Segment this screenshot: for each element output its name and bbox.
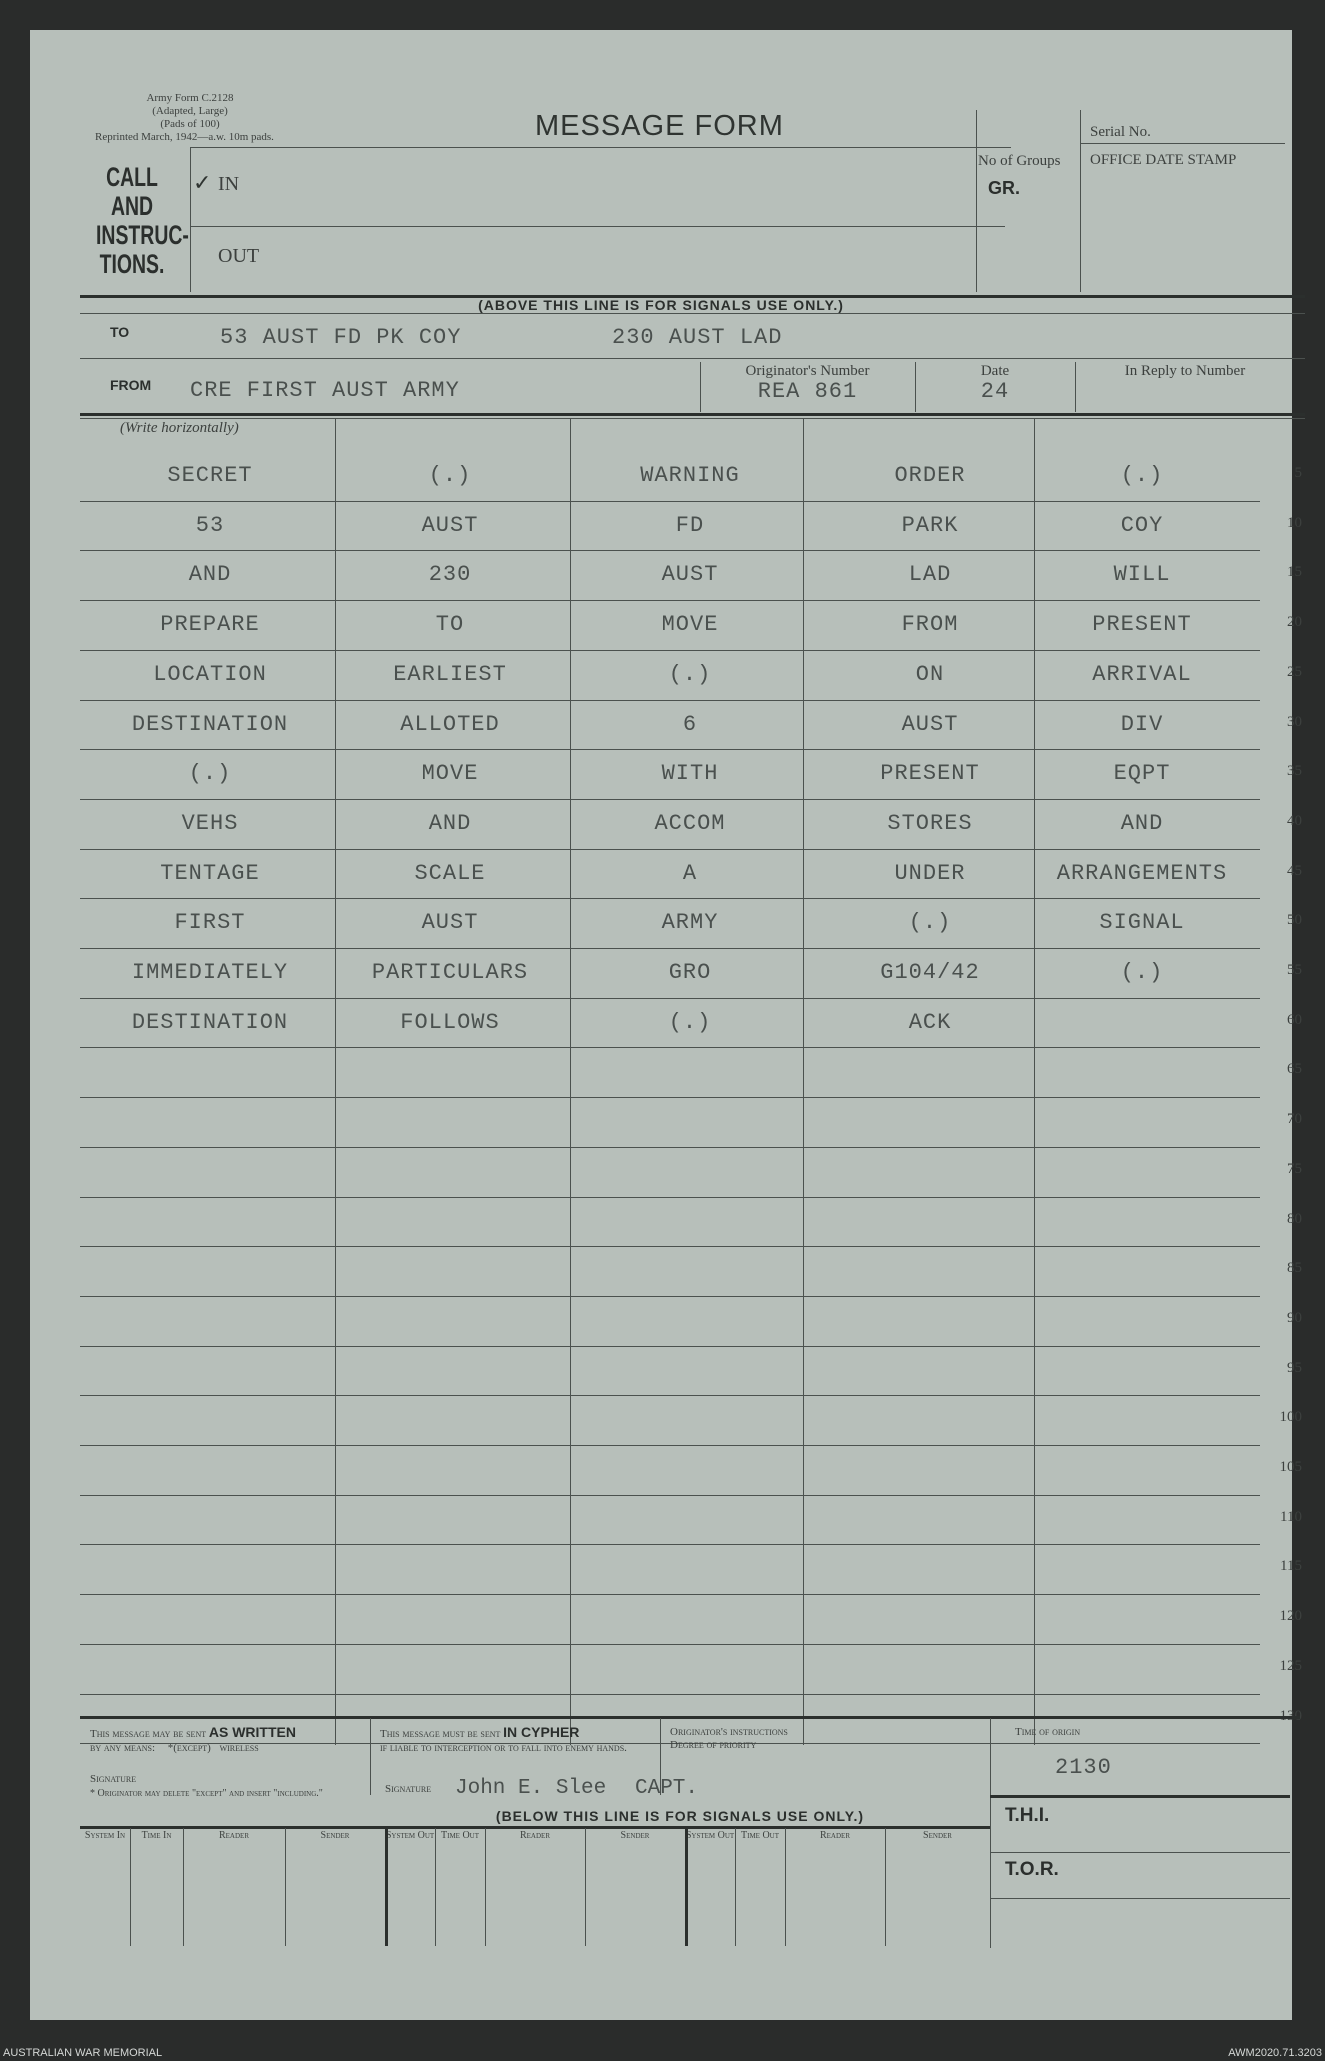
message-word: SCALE	[414, 860, 486, 886]
message-word: (.)	[428, 463, 472, 488]
message-word: ORDER	[894, 463, 966, 488]
message-word: DESTINATION	[131, 711, 289, 737]
wireless-text: wireless	[219, 1742, 259, 1754]
caption-left: AUSTRALIAN WAR MEMORIAL	[3, 2047, 163, 2059]
message-word: A	[682, 860, 698, 886]
signals-log-header: Reader	[519, 1830, 550, 1841]
message-grid	[30, 30, 1302, 2020]
signals-log-divider	[285, 1828, 286, 1946]
line-number: 120	[1279, 1608, 1302, 1625]
signals-log-divider	[435, 1828, 436, 1946]
any-means-text: by any means:	[90, 1742, 156, 1754]
line-number: 110	[1280, 1508, 1302, 1525]
line-number: 100	[1279, 1409, 1302, 1426]
message-word: (.)	[1120, 960, 1164, 985]
signals-log-divider	[685, 1828, 688, 1946]
pads-note: (Pads of 100)	[160, 118, 220, 130]
line-number: 15	[1287, 564, 1302, 581]
signature-rank: CAPT.	[635, 1777, 699, 1800]
grid-row-line	[80, 1694, 1260, 1695]
message-word: ARRANGEMENTS	[1056, 860, 1228, 886]
signals-log-divider	[885, 1828, 886, 1946]
call-instructions-label: CALL AND INSTRUC- TIONS.	[96, 162, 189, 279]
in-label: IN	[218, 173, 240, 195]
signals-below-note: (BELOW THIS LINE IS FOR SIGNALS USE ONLY.)	[495, 1808, 865, 1824]
date-value: 24	[980, 379, 1010, 404]
message-word: G104/42	[880, 960, 980, 985]
message-word: EQPT	[1113, 761, 1171, 787]
signals-log-header: Sender	[320, 1830, 350, 1841]
signals-log-header: System Out	[385, 1830, 435, 1841]
message-word: AUST	[901, 711, 959, 737]
line-number: 125	[1279, 1657, 1302, 1674]
grid-row-line	[80, 898, 1260, 899]
message-word: AND	[1120, 810, 1164, 836]
message-word: (.)	[668, 1009, 712, 1035]
as-written-block	[90, 1725, 370, 1755]
grid-row-line	[80, 1644, 1260, 1645]
line-number: 115	[1280, 1558, 1302, 1575]
message-word: ACCOM	[654, 810, 726, 836]
signals-log-divider	[385, 1828, 388, 1946]
serial-label: Serial No.	[1090, 124, 1151, 140]
grid-row-line	[80, 1197, 1260, 1198]
message-word: (.)	[908, 910, 952, 936]
message-word: (.)	[668, 661, 712, 687]
message-word: PRESENT	[880, 761, 980, 787]
line-number: 130	[1279, 1707, 1302, 1724]
message-word: LAD	[908, 562, 952, 588]
message-word: FROM	[901, 612, 959, 638]
signals-log-divider	[485, 1828, 486, 1946]
line-number: 20	[1287, 614, 1302, 631]
line-number: 25	[1287, 663, 1302, 680]
signals-log-divider	[785, 1828, 786, 1946]
grid-row-line	[80, 1495, 1260, 1496]
signals-log-divider	[735, 1828, 736, 1946]
signature-name: John E. Slee	[455, 1777, 607, 1800]
message-word: EARLIEST	[393, 661, 507, 687]
except-text: *(except)	[167, 1742, 211, 1754]
line-number: 95	[1287, 1359, 1302, 1376]
tor-label: T.O.R.	[1005, 1859, 1059, 1880]
page-title: MESSAGE FORM	[535, 110, 784, 142]
originator-number: REA 861	[757, 379, 858, 404]
message-word: AND	[188, 562, 232, 588]
time-of-origin-label: Time of origin	[1015, 1726, 1081, 1738]
line-number: 40	[1287, 812, 1302, 829]
originator-number-label: Originator's Number	[745, 363, 870, 379]
grid-row-line	[80, 1594, 1260, 1595]
grid-row-line	[80, 1097, 1260, 1098]
message-word: AUST	[421, 512, 479, 538]
adapted-note: (Adapted, Large)	[152, 105, 228, 117]
line-number: 5	[1294, 465, 1302, 481]
grid-row-line	[80, 799, 1260, 800]
grid-row-line	[80, 1047, 1260, 1048]
message-word: LOCATION	[153, 661, 267, 687]
to-recipient-2: 230 AUST LAD	[612, 325, 783, 350]
message-word: MOVE	[661, 612, 719, 638]
line-number: 65	[1287, 1061, 1302, 1078]
signals-log-header: Reader	[218, 1830, 249, 1841]
grid-row-line	[80, 1296, 1260, 1297]
message-word: TO	[435, 612, 465, 638]
originator-note: * Originator may delete "except" and insert "including."	[90, 1788, 323, 1799]
groups-label: No of Groups	[978, 153, 1061, 169]
message-word: COY	[1120, 512, 1164, 538]
message-word: (.)	[188, 761, 232, 787]
message-word: DIV	[1120, 711, 1164, 737]
line-number: 85	[1287, 1260, 1302, 1277]
signals-log-header: Sender	[923, 1830, 952, 1841]
message-word: ACK	[908, 1009, 952, 1035]
line-number: 35	[1287, 763, 1302, 780]
signals-log-divider	[183, 1828, 184, 1946]
out-label: OUT	[218, 245, 260, 267]
message-word: PRESENT	[1092, 612, 1192, 638]
line-number: 90	[1287, 1309, 1302, 1326]
message-word: UNDER	[894, 860, 966, 886]
from-label: FROM	[110, 377, 152, 393]
signals-log-divider	[585, 1828, 586, 1946]
in-cypher-bold: IN CYPHER	[503, 1724, 580, 1740]
signature-label-2: Signature	[385, 1783, 432, 1795]
message-word: VEHS	[181, 810, 239, 836]
signals-log-header: Sender	[620, 1830, 650, 1841]
line-number: 45	[1287, 862, 1302, 879]
line-number: 10	[1287, 514, 1302, 531]
line-number: 55	[1287, 962, 1302, 978]
as-written-text: This message may be sent	[90, 1728, 207, 1740]
grid-row-line	[80, 501, 1260, 502]
signals-log-divider	[130, 1828, 131, 1946]
message-word: WILL	[1113, 562, 1171, 588]
message-word: ALLOTED	[400, 711, 500, 737]
message-word: AND	[428, 810, 472, 836]
message-word: 230	[428, 562, 472, 588]
time-of-origin: 2130	[1055, 1755, 1112, 1780]
message-word: IMMEDIATELY	[131, 960, 289, 985]
grid-row-line	[80, 749, 1260, 750]
reprinted-note: Reprinted March, 1942—a.w. 10m pads.	[95, 131, 274, 143]
grid-row-line	[80, 998, 1260, 999]
message-word: WITH	[661, 761, 719, 787]
signals-log-header: Time Out	[441, 1830, 479, 1841]
message-word: ARRIVAL	[1092, 661, 1192, 687]
signals-log-header: System In	[84, 1830, 126, 1841]
to-recipient-1: 53 AUST FD PK COY	[220, 325, 462, 350]
message-word: FD	[675, 512, 705, 538]
message-word: 6	[682, 711, 698, 737]
grid-row-line	[80, 1246, 1260, 1247]
in-cypher-text: This message must be sent	[380, 1728, 501, 1740]
interception-text: if liable to interception or to fall into enemy hands.	[380, 1742, 627, 1754]
message-word: ON	[915, 661, 945, 687]
message-word: (.)	[1120, 463, 1164, 488]
signals-log-header: Time In	[141, 1830, 172, 1841]
message-word: FIRST	[174, 910, 246, 936]
message-word: FOLLOWS	[400, 1009, 500, 1035]
army-form-number: Army Form C.2128	[146, 92, 234, 104]
line-number: 75	[1287, 1160, 1302, 1177]
signals-log-header: Reader	[819, 1830, 850, 1841]
message-word: PREPARE	[160, 612, 260, 638]
line-number: 30	[1287, 713, 1302, 730]
message-word: SECRET	[167, 463, 253, 488]
grid-row-line	[80, 1544, 1260, 1545]
message-word: WARNING	[640, 463, 740, 488]
as-written-bold: AS WRITTEN	[208, 1724, 296, 1740]
to-label: TO	[110, 324, 130, 340]
in-cypher-block	[380, 1725, 655, 1755]
grid-row-line	[80, 1395, 1260, 1396]
line-number: 80	[1287, 1210, 1302, 1227]
write-horizontally-note: (Write horizontally)	[120, 420, 239, 436]
gr-label: GR.	[988, 178, 1021, 198]
message-word: MOVE	[421, 761, 479, 787]
message-word: AUST	[421, 910, 479, 936]
message-word: PARK	[901, 512, 959, 538]
line-number: 105	[1279, 1459, 1302, 1475]
grid-row-line	[80, 1445, 1260, 1446]
thi-label: T.H.I.	[1005, 1805, 1050, 1826]
message-form-sheet	[30, 30, 1302, 2020]
message-word: STORES	[887, 810, 973, 836]
signals-above-note: (ABOVE THIS LINE IS FOR SIGNALS USE ONLY.)	[478, 297, 844, 313]
line-number: 50	[1287, 912, 1302, 929]
grid-row-line	[80, 1346, 1260, 1347]
from-sender: CRE FIRST AUST ARMY	[190, 378, 460, 403]
message-word: TENTAGE	[160, 860, 260, 886]
message-word: 53	[195, 512, 225, 538]
grid-row-line	[80, 550, 1260, 551]
date-stamp-label: OFFICE DATE STAMP	[1090, 152, 1237, 168]
grid-row-line	[80, 700, 1260, 701]
message-word: DESTINATION	[131, 1009, 289, 1035]
grid-row-line	[80, 600, 1260, 601]
priority-label: Degree of priority	[670, 1739, 757, 1751]
caption-right: AWM2020.71.3203	[1228, 2047, 1322, 2059]
message-word: SIGNAL	[1099, 910, 1185, 936]
signals-log-header: Time Out	[741, 1830, 779, 1841]
grid-row-line	[80, 650, 1260, 651]
line-number: 60	[1287, 1011, 1302, 1028]
message-word: PARTICULARS	[371, 960, 529, 985]
date-label: Date	[980, 363, 1010, 379]
message-word: ARMY	[661, 910, 719, 936]
originator-instructions-label: Originator's instructions	[670, 1726, 788, 1738]
message-word: AUST	[661, 562, 719, 588]
reply-number-label: In Reply to Number	[1124, 363, 1246, 379]
grid-row-line	[80, 1147, 1260, 1148]
grid-row-line	[80, 948, 1260, 949]
check-mark: ✓	[193, 170, 212, 195]
grid-row-line	[80, 849, 1260, 850]
signals-log-header: System Out	[685, 1830, 735, 1841]
message-word: GRO	[668, 960, 712, 985]
signature-label-1: Signature	[90, 1773, 137, 1785]
line-number: 70	[1287, 1111, 1302, 1128]
